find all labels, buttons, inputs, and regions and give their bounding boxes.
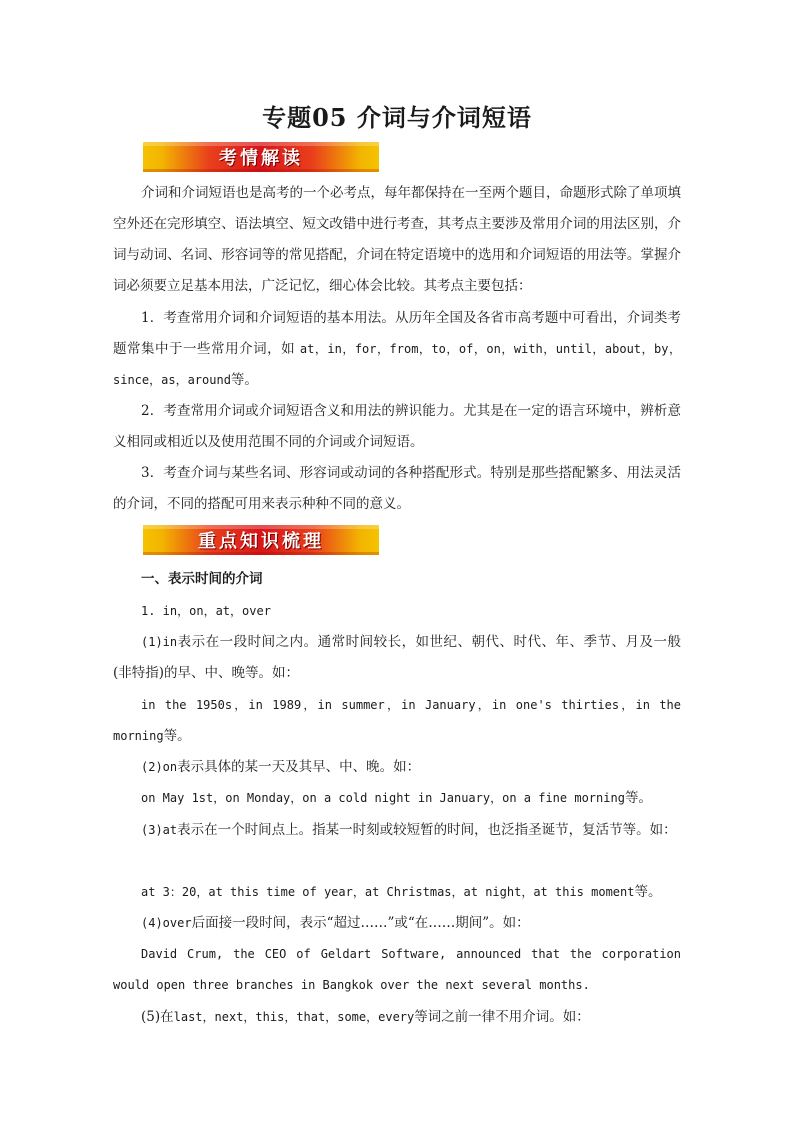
sub-5 xyxy=(113,1002,681,1033)
section-heading-time: 一、表示时间的介词 xyxy=(141,571,263,587)
sub-2-marker: (2)on xyxy=(141,760,178,774)
sub-4-marker: (4)over xyxy=(141,916,192,930)
sub-5-marker: (5)在 xyxy=(141,1009,174,1025)
example-2-text: on May 1st，on Monday，on a cold night in January，on a fine morning xyxy=(141,791,625,805)
sub-5-words: last，next，this，that，some，every xyxy=(173,1010,415,1024)
example-3-text: at 3：20，at this time of year，at Christmas，at night，at this moment xyxy=(141,885,635,899)
sub-3-text: 表示在一个时间点上。指某一时刻或较短暂的时间，也泛指圣诞节，复活节等。如： xyxy=(177,822,677,838)
point-1-prepositions: at，in，for，from，to，of，on，with，until，about，by，since，as，around xyxy=(113,342,681,387)
sub-4 xyxy=(113,908,681,939)
intro-paragraph: 介词和介词短语也是高考的一个必考点，每年都保持在一至两个题目，命题形式除了单项填空外还在完形填空、语法填空、短文改错中进行考查，其考点主要涉及常用介词的用法区别，介词与动词、名词、形容词等的常见搭配，介词在特定语境中的选用和介词短语的用法等。掌握介词必须要立足基本用法，广泛记忆，细心体会比较。其考点主要包括： xyxy=(113,185,681,294)
point-2: 2．考查常用介词或介词短语含义和用法的辨识能力。尤其是在一定的语言环境中，辨析意义相同或相近以及使用范围不同的介词或介词短语。 xyxy=(113,403,681,450)
point-1-text: 1．考查常用介词和介词短语的基本用法。从历年全国及各省市高考题中可看出，介词类考题常集中于一些常用介词，如 xyxy=(113,310,681,357)
example-3 xyxy=(141,877,681,908)
example-1 xyxy=(113,690,681,752)
banner-label: 重点知识梳理 xyxy=(198,531,324,552)
sub-3 xyxy=(113,815,681,846)
example-4 xyxy=(113,939,681,1001)
page-title: 专题05 介词与介词短语 xyxy=(262,103,532,132)
example-4-text: David Crum, the CEO of Geldart Software, announced that the corporation would open three branches in Bangkok over the next several months. xyxy=(113,947,681,992)
sub-2 xyxy=(113,752,681,783)
banner-exam-analysis xyxy=(143,142,379,172)
sub-1-marker: (1)in xyxy=(141,635,178,649)
item-1-heading xyxy=(113,596,681,627)
point-1-suffix: 等。 xyxy=(230,372,258,388)
example-1-suffix: 等。 xyxy=(163,728,191,744)
example-2 xyxy=(141,783,681,814)
sub-2-text: 表示具体的某一天及其早、中、晚。如： xyxy=(177,759,421,775)
banner-label: 考情解读 xyxy=(219,148,303,169)
example-1-text: in the 1950s，in 1989，in summer，in January，in one's thirties，in the morning xyxy=(113,698,681,743)
banner-key-knowledge xyxy=(143,525,379,555)
example-3-suffix: 等。 xyxy=(634,884,662,900)
sub-4-text: 后面接一段时间，表示“超过……”或“在……期间”。如： xyxy=(191,915,530,931)
item-1-label: 1. in，on，at，over xyxy=(141,604,271,618)
sub-1-text: 表示在一段时间之内。通常时间较长，如世纪、朝代、时代、年、季节、月及一般(非特指)的早、中、晚等。如： xyxy=(113,634,681,681)
example-2-suffix: 等。 xyxy=(624,790,652,806)
sub-1 xyxy=(113,627,681,689)
sub-5-text: 等词之前一律不用介词。如： xyxy=(414,1009,590,1025)
sub-3-marker: (3)at xyxy=(141,823,178,837)
point-1 xyxy=(113,303,681,396)
point-3: 3．考查介词与某些名词、形容词或动词的各种搭配形式。特别是那些搭配繁多、用法灵活的介词，不同的搭配可用来表示种种不同的意义。 xyxy=(113,465,681,512)
